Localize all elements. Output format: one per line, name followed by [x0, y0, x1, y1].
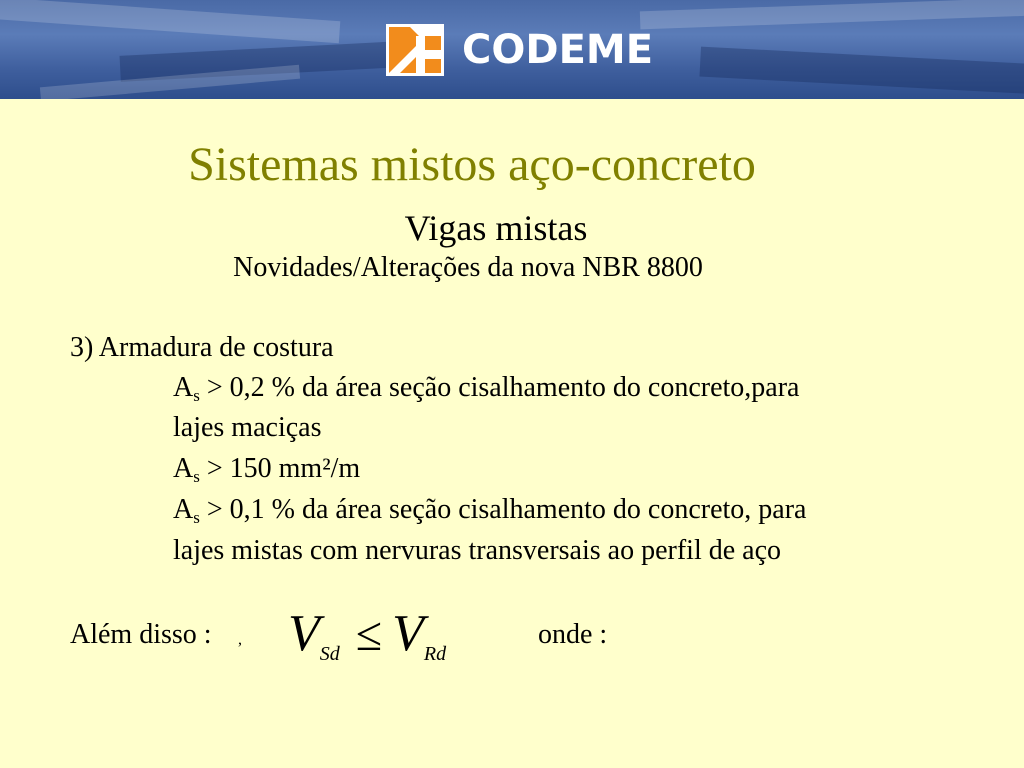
banner-beam [699, 47, 1024, 96]
symbol: A [173, 453, 194, 484]
formula-right-symbol: V [392, 605, 424, 662]
subscript: s [193, 508, 200, 527]
requirement-text: > 150 mm²/m [199, 453, 361, 484]
slide-subtitle: Vigas mistas [404, 208, 588, 248]
symbol: A [173, 494, 194, 525]
formula-left-subscript: Sd [319, 643, 340, 665]
requirement-text: > 0,2 % da área seção cisalhamento do concreto,para [199, 372, 800, 403]
codeme-logo [386, 24, 653, 76]
header-banner [0, 0, 1024, 99]
requirement-text: > 0,1 % da área seção cisalhamento do concreto, para [199, 494, 807, 525]
formula-left-symbol: V [288, 605, 320, 662]
section-heading: Novidades/Alterações da nova NBR 8800 [233, 252, 703, 283]
subscript: s [193, 467, 200, 486]
footer-tail: onde : [538, 619, 608, 650]
requirement-continuation: lajes mistas com nervuras transversais ao perfil de aço [173, 535, 782, 566]
banner-beam [0, 0, 340, 43]
banner-beam [640, 0, 1024, 29]
footer-label: Além disso : [70, 619, 212, 650]
slide-title: Sistemas mistos aço-concreto [188, 138, 756, 191]
requirement-line [173, 451, 360, 487]
formula-operator: ≤ [355, 608, 383, 661]
shear-formula [288, 604, 446, 670]
logo-wordmark: CODEME [462, 27, 654, 73]
symbol: A [173, 372, 194, 403]
requirement-line [173, 492, 806, 528]
requirement-continuation: lajes maciças [173, 412, 322, 443]
item-heading: 3) Armadura de costura [70, 332, 334, 363]
subscript: s [193, 386, 200, 405]
footer-comma: , [238, 631, 242, 648]
formula-right-subscript: Rd [423, 643, 447, 665]
requirement-line [173, 370, 799, 406]
codeme-logo-mark-icon [386, 24, 444, 76]
